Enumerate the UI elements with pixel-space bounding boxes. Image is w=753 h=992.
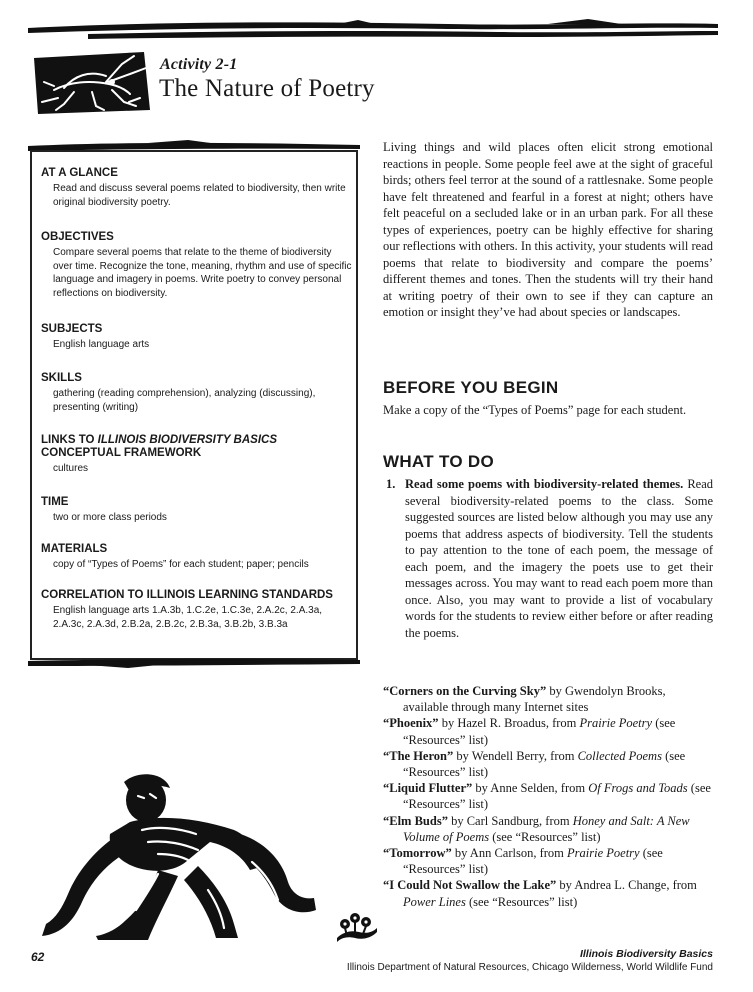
poem-note: (see “Resources” list): [403, 748, 686, 780]
step-lead: Read some poems with biodiversity-related themes.: [405, 477, 684, 491]
sidebar-bottom-brush: [28, 656, 360, 670]
sidebar-heading: MATERIALS: [41, 543, 108, 555]
poem-author: by Gwendolyn Brooks, available through many Internet sites: [403, 684, 666, 715]
sidebar-heading: AT A GLANCE: [41, 167, 118, 179]
footer-title: Illinois Biodiversity Basics: [579, 948, 713, 960]
poem-note: (see “Resources” list): [489, 829, 601, 844]
poem-author: by Carl Sandburg, from: [447, 813, 573, 828]
sidebar-heading: [41, 434, 353, 460]
poem-source: Of Frogs and Toads: [588, 781, 688, 796]
poem-title: “Liquid Flutter”: [383, 781, 473, 796]
poem-author: by Andrea L. Change, from: [556, 878, 697, 893]
sidebar-body: Read and discuss several poems related to biodiversity, then write original biodiversity poetry.: [53, 183, 346, 208]
what-to-do-heading: WHAT TO DO: [383, 452, 494, 471]
sidebar-body: English language arts: [53, 339, 150, 350]
sidebar-body: two or more class periods: [53, 512, 167, 523]
list-item: [383, 845, 713, 877]
poem-title: “Tomorrow”: [383, 846, 452, 861]
poem-note: (see “Resources” list): [403, 716, 676, 747]
footer-credit: Illinois Department of Natural Resources, Chicago Wilderness, World Wildlife Fund: [346, 962, 713, 973]
poem-title: “Elm Buds”: [383, 813, 448, 828]
sidebar-heading-prefix: LINKS TO: [41, 434, 98, 446]
sidebar-section-at-a-glance: [41, 167, 353, 209]
activity-label: Activity 2-1: [160, 56, 238, 73]
list-item: [383, 748, 713, 780]
poem-title: “I Could Not Swallow the Lake”: [383, 878, 557, 893]
page-title: The Nature of Poetry: [159, 75, 375, 102]
step-number: 1.: [386, 477, 396, 491]
sidebar-section-subjects: [41, 323, 353, 352]
list-item: [383, 683, 713, 715]
before-you-begin-heading: BEFORE YOU BEGIN: [383, 378, 559, 397]
sidebar-heading: TIME: [41, 496, 69, 508]
list-item: [383, 780, 713, 812]
top-brush-rule: [28, 18, 718, 42]
sidebar-section-time: [41, 496, 353, 525]
poem-author: by Anne Selden, from: [472, 781, 589, 796]
sidebar-heading: SUBJECTS: [41, 323, 103, 335]
intro-paragraph: Living things and wild places often elicit strong emotional reactions in people. Some people feel awe at the sight of graceful birds; others feel terror at the sound of a rattlesnake. Some people have felt threatened and fearful in a forest at night; others have felt peaceful on a secluded lake or in an urban park. For all these types of experiences, poetry can be highly effective for sharing our reflections with others. In this activity, your students will read poems that relate to biodiversity and compare the poems’ different themes and tones. Then the students will try their hand at writing poetry of their own to see if they can capture an emotion or insight they’ve had about species or landscapes.: [383, 140, 713, 319]
poem-source: Prairie Poetry: [579, 716, 653, 731]
list-item: [383, 813, 713, 845]
poem-note: (see “Resources” list): [465, 894, 578, 909]
sidebar-heading: CORRELATION TO ILLINOIS LEARNING STANDARDS: [41, 589, 333, 601]
poem-title: “The Heron”: [383, 748, 454, 763]
suggested-poems-list: [383, 683, 713, 910]
sidebar-section-objectives: [41, 231, 353, 300]
sidebar-heading: SKILLS: [41, 372, 82, 384]
sidebar-body: copy of “Types of Poems” for each student; paper; pencils: [53, 559, 309, 570]
page-number: 62: [31, 950, 45, 964]
step-body: Read several biodiversity-related poems to the class. Some suggested sources are listed below although you may use any poems that address aspects of biodiversity. Tell the students to pay attention to the tone of each poem, the message of each poem, and the imagery the poets use to get their messages across. You may want to read each poem more than once. Also, you may want to provide a list of vocabulary words for the students to review either before or after reading the poems.: [405, 477, 713, 640]
poem-source: Honey and Salt: A New Volume of Poems: [403, 813, 690, 844]
poem-author: by Hazel R. Broadus, from: [438, 716, 580, 731]
grasshopper-illustration: [34, 52, 150, 114]
poem-title: “Phoenix”: [383, 716, 439, 731]
poem-source: Collected Poems: [577, 748, 662, 763]
sidebar-section-skills: [41, 372, 353, 414]
poem-author: by Ann Carlson, from: [451, 846, 568, 861]
step-1: [383, 476, 713, 641]
list-item: [383, 877, 713, 909]
sidebar-section-materials: [41, 543, 353, 572]
sidebar-body: English language arts 1.A.3b, 1.C.2e, 1.C.3e, 2.A.2c, 2.A.3a, 2.A.3c, 2.A.3d, 2.B.2a, 2.B.2c, 2.B.3a, 3.B.2b, 3.B.3a: [53, 605, 323, 630]
crouching-figure-illustration: [38, 770, 328, 940]
sidebar-heading-suffix: CONCEPTUAL FRAMEWORK: [41, 447, 202, 459]
poem-note: (see “Resources” list): [403, 781, 711, 812]
sidebar-body: Compare several poems that relate to the theme of biodiversity over time. Recognize the tone, meaning, rhythm and use of specific language and imagery in poems. Write poetry to convey personal reflections on biodiversity.: [53, 247, 352, 299]
sidebar-section-links: [41, 434, 353, 476]
poem-title: “Corners on the Curving Sky”: [383, 684, 547, 698]
poem-source: Power Lines: [403, 894, 466, 909]
sidebar-body: cultures: [53, 463, 89, 474]
sidebar-heading: OBJECTIVES: [41, 231, 114, 243]
poem-author: by Wendell Berry, from: [453, 748, 578, 763]
list-item: [383, 715, 713, 747]
sidebar-heading-italic: ILLINOIS BIODIVERSITY BASICS: [97, 434, 277, 446]
sidebar-body: gathering (reading comprehension), analyzing (discussing), presenting (writing): [53, 388, 316, 413]
flower-sprig-illustration: [333, 910, 379, 942]
poem-source: Prairie Poetry: [567, 846, 640, 861]
poem-note: (see “Resources” list): [403, 846, 663, 877]
sidebar-section-correlation: [41, 589, 353, 631]
step-text: [405, 476, 713, 641]
before-you-begin-body: Make a copy of the “Types of Poems” page for each student.: [383, 403, 687, 417]
